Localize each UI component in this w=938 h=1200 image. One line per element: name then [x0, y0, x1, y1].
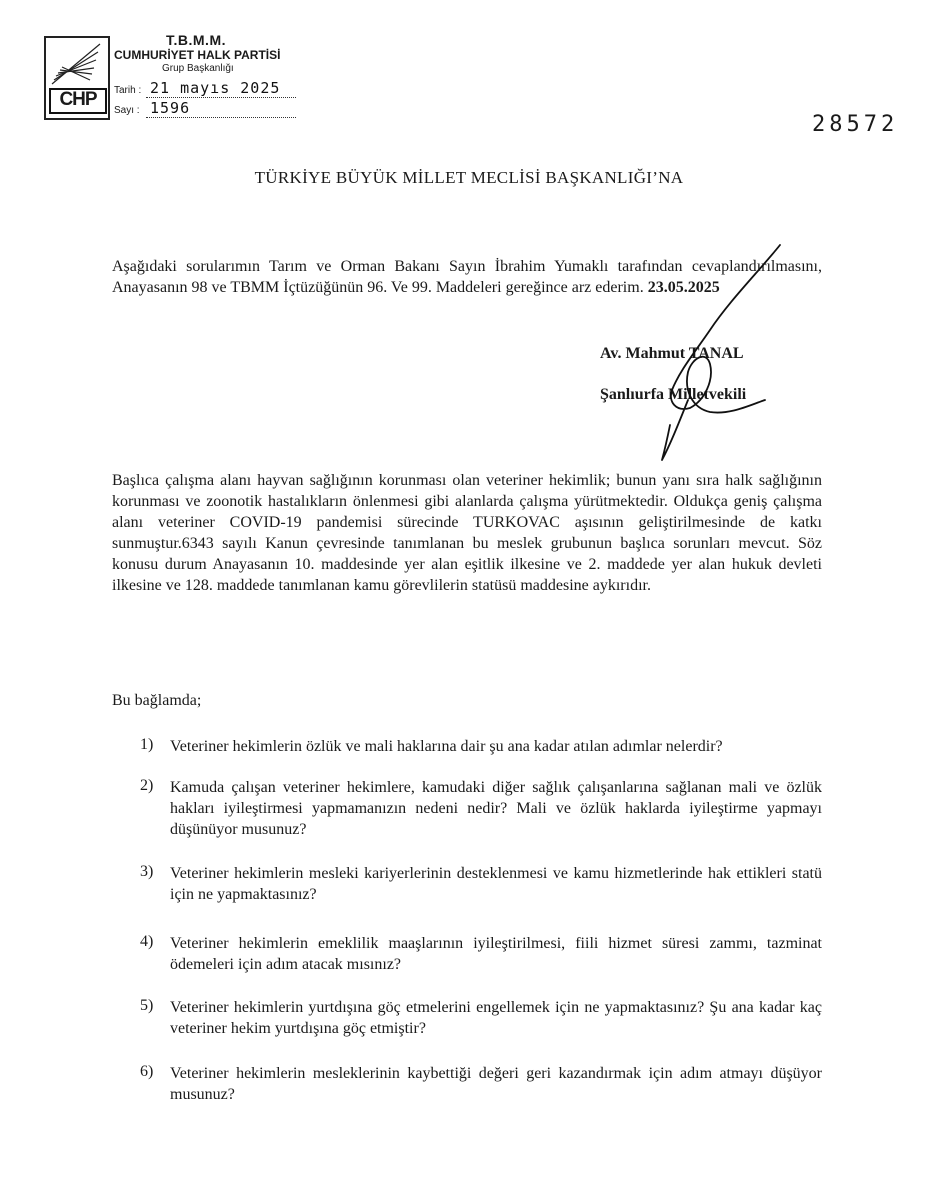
stamp-group: Grup Başkanlığı — [162, 63, 234, 74]
question-2-text: Kamuda çalışan veteriner hekimlere, kamudaki diğer sağlık çalışanlarına sağlanan mali ve özlük hakları iyileştirmesi yapmamanızın nedeni nedir? Mali ve özlük haklarda iyileştirme yapmayı düşünüyor musunuz? — [170, 779, 822, 838]
stamp-number-value: 1596 — [150, 99, 191, 117]
stamp-date-label: Tarih : — [114, 85, 142, 96]
question-6-text: Veteriner hekimlerin mesleklerinin kaybettiği değeri geri kazandırmak için adım atmayı düşüyor musunuz? — [170, 1065, 822, 1103]
signature-name: Av. Mahmut TANAL — [600, 345, 744, 362]
question-5-number: 5) — [140, 997, 154, 1014]
stamp-number-label: Sayı : — [114, 105, 140, 116]
context-label: Bu bağlamda; — [112, 692, 202, 709]
question-4-text: Veteriner hekimlerin emeklilik maaşlarının iyileştirilmesi, fiili hizmet süresi zammı, tazminat ödemeleri için adım atacak mısınız? — [170, 935, 822, 973]
chp-logo: CHP — [49, 88, 107, 114]
body-paragraph: Başlıca çalışma alanı hayvan sağlığının korunması olan veteriner hekimlik; bunun yanı sıra halk sağlığının korunması ve zoonotik hastalıkların önlenmesi gibi alanlarda çalışma yürütmektedir. Oldukça geniş çalışma alanı veteriner COVID-19 pandemisi sürecinde TURKOVAC aşısının geliştirilmesinde de katkı sunmuştur.6343 sayılı Kanun çevresinde tanımlanan bu meslek grubunun başlıca sorunları mevcut. Söz konusu durum Anayasanın 10. maddesinde yer alan eşitlik ilkesine ve 2. maddede yer alan hukuk devleti ilkesine ve 128. maddede tanımlanan kamu görevlilerin statüsü maddesine aykırıdır. — [112, 472, 822, 594]
intro-date: 23.05.2025 — [647, 279, 720, 296]
question-6-number: 6) — [140, 1063, 154, 1080]
stamp-party: CUMHURİYET HALK PARTİSİ — [114, 48, 281, 62]
question-3-text: Veteriner hekimlerin mesleki kariyerlerinin desteklenmesi ve kamu hizmetlerinde hak ettikleri statü için ne yapmaktasınız? — [170, 865, 822, 903]
question-1-number: 1) — [140, 736, 154, 753]
signature-title: Şanlıurfa Milletvekili — [600, 386, 747, 403]
document-title: TÜRKİYE BÜYÜK MİLLET MECLİSİ BAŞKANLIĞI’NA — [254, 168, 684, 187]
question-5-text: Veteriner hekimlerin yurtdışına göç etmelerini engellemek için ne yapmaktasınız? Şu ana kadar kaç veteriner hekim yurtdışına göç etmiştir? — [170, 999, 822, 1037]
stamp-logo-box — [44, 36, 110, 120]
stamp-org: T.B.M.M. — [166, 32, 226, 48]
stamp-number-line — [146, 117, 296, 118]
question-3-number: 3) — [140, 863, 154, 880]
stamp-date-value: 21 mayıs 2025 — [150, 79, 281, 97]
question-4-number: 4) — [140, 933, 154, 950]
document-number: 28572 — [812, 112, 899, 137]
handwritten-signature — [610, 240, 790, 470]
chp-arrows-icon — [48, 40, 104, 86]
stamp-date-line — [146, 97, 296, 98]
party-stamp — [44, 30, 306, 122]
question-2-number: 2) — [140, 777, 154, 794]
question-1-text: Veteriner hekimlerin özlük ve mali haklarına dair şu ana kadar atılan adımlar nelerdir? — [170, 738, 723, 755]
intro-text: Aşağıdaki sorularımın Tarım ve Orman Bakanı Sayın İbrahim Yumaklı tarafından cevaplandırılmasını, Anayasanın 98 ve TBMM İçtüzüğünün 96. Ve 99. Maddeleri gereğince arz ederim. — [112, 258, 822, 296]
